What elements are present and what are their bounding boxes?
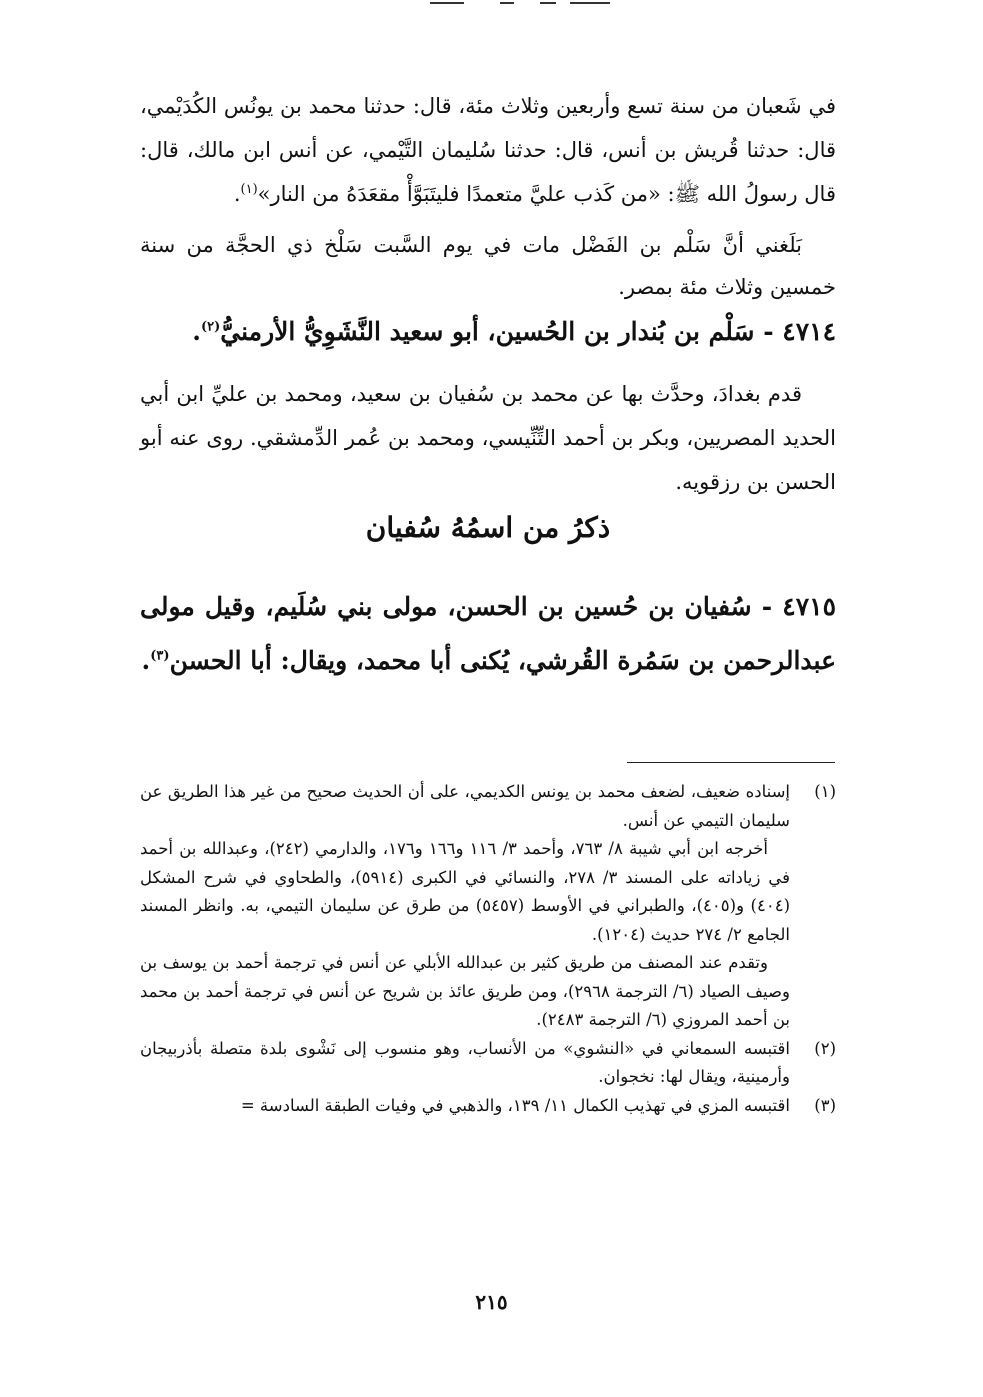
page-number: ٢١٥ bbox=[475, 1290, 508, 1314]
footnote-2 bbox=[140, 1035, 836, 1092]
footnote-number: (٣) bbox=[814, 1095, 836, 1115]
paragraph-death-note: بَلَغني أنَّ سَلْم بن الفَضْل مات في يوم السَّبت سَلْخ ذي الحجَّة من سنة خمسين وثلاث مئة بمصر. bbox=[140, 233, 836, 299]
main-text bbox=[140, 84, 836, 688]
footnotes bbox=[140, 778, 836, 1120]
footnote-number: (٢) bbox=[814, 1038, 836, 1058]
footnote-ref-3[interactable]: (٣) bbox=[150, 648, 170, 664]
paragraph-entry-4714: قدم بغدادَ، وحدَّث بها عن محمد بن سُفيان بن سعيد، ومحمد بن عليِّ ابن أبي الحديد المصريين، وبكر بن أحمد التِّنِّيسي، ومحمد بن عُمر الدِّمشقي. روى عنه أبو الحسن بن رزقويه. bbox=[140, 382, 836, 494]
entry-4714-heading: ٤٧١٤ - سَلْم بن بُندار بن الحُسين، أبو سعيد النَّشَوِيُّ الأرمنيُّ$^{(٢)}$. bbox=[192, 317, 836, 346]
footnote-ref-2[interactable]: (٢) bbox=[201, 319, 221, 335]
footnote-divider bbox=[627, 762, 835, 763]
footnote-paragraph: اقتبسه المزي في تهذيب الكمال ١١/ ١٣٩، والذهبي في وفيات الطبقة السادسة = bbox=[240, 1095, 790, 1115]
section-title: ذكرُ من اسمُهُ سُفيان bbox=[365, 511, 611, 544]
footnote-body bbox=[140, 1035, 790, 1092]
footnote-number: (١) bbox=[814, 782, 836, 801]
footnote-3 bbox=[140, 1092, 836, 1121]
paragraph-hadith: في شَعبان من سنة تسع وأربعين وثلاث مئة، قال: حدثنا محمد بن يونُس الكُدَيْمي، قال: حدثنا قُريش بن أنس، قال: حدثنا سُليمان التَّيْمي، عن أنس ابن مالك، قال: قال رسولُ الله ﷺ: «من كَذب عليَّ متعمدًا فليتَبَوَّأْ مقعَدَهُ من النار»$^{(١)}$. bbox=[140, 94, 836, 206]
footnote-body bbox=[140, 1092, 790, 1121]
footnote-body bbox=[140, 778, 790, 1035]
footnote-ref-1[interactable]: (١) bbox=[240, 182, 258, 197]
top-edge-marks bbox=[420, 0, 620, 8]
footnote-paragraph: إسناده ضعيف، لضعف محمد بن يونس الكديمي، على أن الحديث صحيح من غير هذا الطريق عن سليمان التيمي عن أنس. bbox=[140, 782, 790, 830]
footnote-paragraph: وتقدم عند المصنف من طريق كثير بن عبدالله الأبلي عن أنس في ترجمة أحمد بن يوسف بن وصيف الصياد (٦/ الترجمة ٢٩٦٨)، ومن طريق عائذ بن شريح عن أنس في ترجمة أحمد بن محمد بن أحمد المروزي (٦/ الترجمة ٢٤٨٣). bbox=[140, 953, 790, 1029]
entry-4715-heading: ٤٧١٥ - سُفيان بن حُسين بن الحسن، مولى بني سُلَيم، وقيل مولى عبدالرحمن بن سَمُرة القُرشي، يُكنى أبا محمد، ويقال: أبا الحسن$^{(٣)}$. bbox=[140, 592, 836, 675]
footnote-paragraph: أخرجه ابن أبي شيبة ٨/ ٧٦٣، وأحمد ٣/ ١١٦ و١٦٦ و١٧٦، والدارمي (٢٤٢)، وعبدالله بن أحمد في زياداته على المسند ٣/ ٢٧٨، والنسائي في الكبرى (٥٩١٤)، والطحاوي في شرح المشكل (٤٠٤) و(٤٠٥)، والطبراني في الأوسط (٥٤٥٧) من طرق عن سليمان التيمي، به. وانظر المسند الجامع ٢/ ٢٧٤ حديث (١٢٠٤). bbox=[140, 839, 790, 944]
footnote-1 bbox=[140, 778, 836, 1035]
footnote-paragraph: اقتبسه السمعاني في «النشوي» من الأنساب، وهو منسوب إلى نَشْوى بلدة متصلة بأذربيجان وأرمينية، ويقال لها: نخجوان. bbox=[140, 1038, 790, 1086]
